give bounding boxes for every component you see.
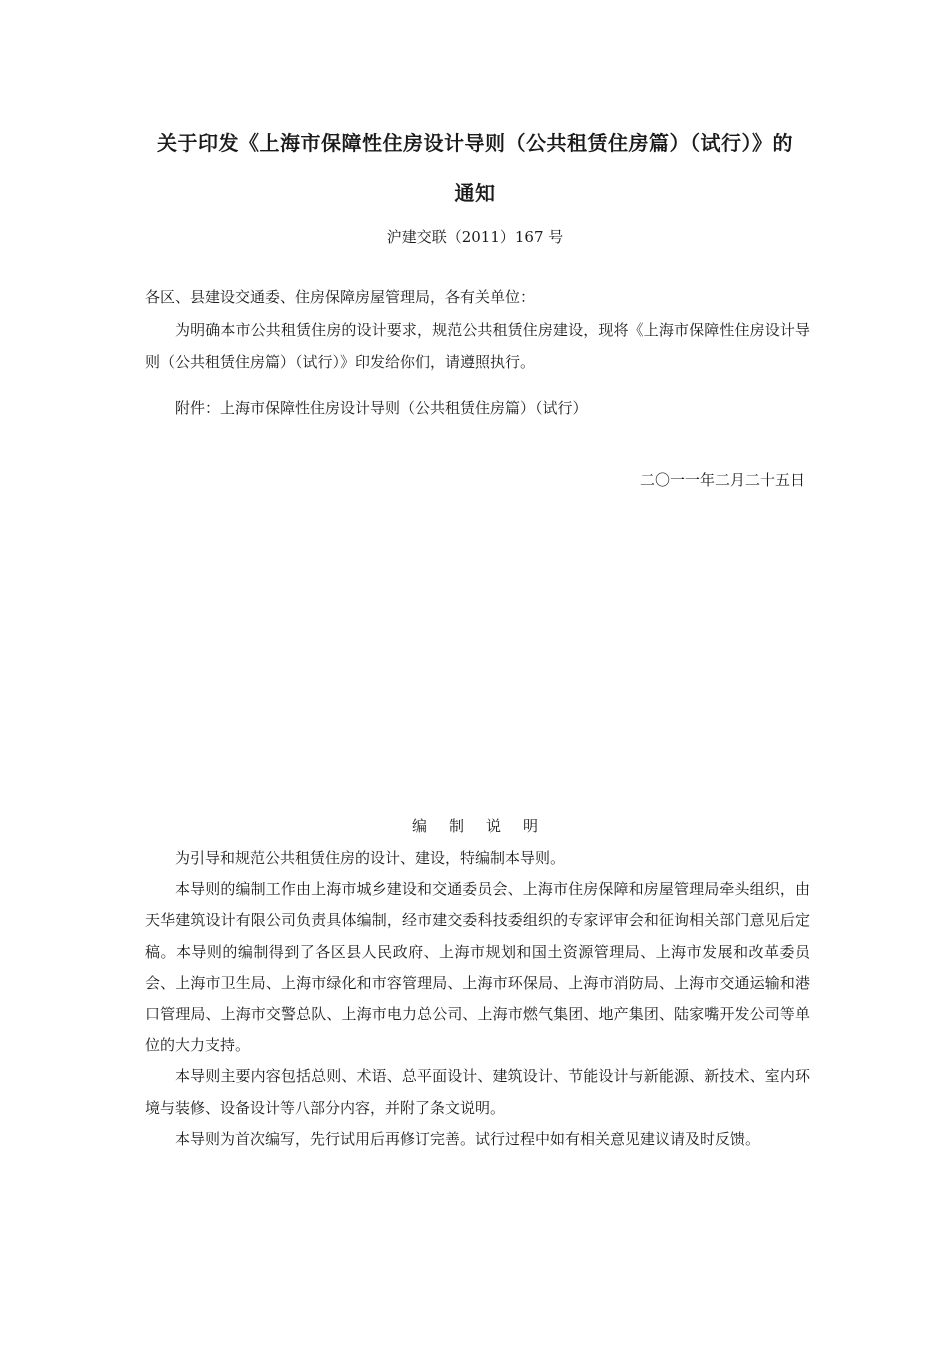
document-number: 沪建交联（2011）167 号	[386, 228, 564, 246]
issue-date: 二〇一一年二月二十五日	[639, 471, 805, 489]
section-paragraph: 为引导和规范公共租赁住房的设计、建设，特编制本导则。	[175, 849, 566, 867]
document-title-line-1: 关于印发《上海市保障性住房设计导则（公共租赁住房篇）（试行）》的	[157, 131, 793, 155]
section-body	[145, 843, 810, 1155]
section-paragraph: 本导则的编制工作由上海市城乡建设和交通委员会、上海市住房保障和房屋管理局牵头组织，由天华建筑设计有限公司负责具体编制，经市建交委科技委组织的专家评审会和征询相关部门意见后定稿。本导则的编制得到了各区县人民政府、上海市规划和国土资源管理局、上海市发展和改革委员会、上海市卫生局、上海市绿化和市容管理局、上海市环保局、上海市消防局、上海市交通运输和港口管理局、上海市交警总队、上海市电力总公司、上海市燃气集团、地产集团、陆家嘴开发公司等单位的大力支持。	[145, 880, 810, 1055]
document-title-line-2: 通知	[454, 181, 496, 205]
attachment-line	[145, 392, 810, 424]
notice-paragraph-text: 为明确本市公共租赁住房的设计要求，规范公共租赁住房建设，现将《上海市保障性住房设计导则（公共租赁住房篇）（试行）》印发给你们，请遵照执行。	[145, 321, 810, 371]
section-paragraph: 本导则主要内容包括总则、术语、总平面设计、建筑设计、节能设计与新能源、新技术、室内环境与装修、设备设计等八部分内容，并附了条文说明。	[145, 1067, 810, 1117]
section-paragraph: 本导则为首次编写，先行试用后再修订完善。试行过程中如有相关意见建议请及时反馈。	[175, 1129, 761, 1148]
notice-paragraph	[145, 314, 810, 378]
salutation-text: 各区、县建设交通委、住房保障房屋管理局，各有关单位：	[145, 288, 536, 306]
section-title	[0, 815, 950, 836]
section-title-text: 编制说明	[411, 817, 560, 835]
salutation	[145, 281, 810, 313]
attachment-text: 附件：上海市保障性住房设计导则（公共租赁住房篇）（试行）	[175, 399, 588, 417]
